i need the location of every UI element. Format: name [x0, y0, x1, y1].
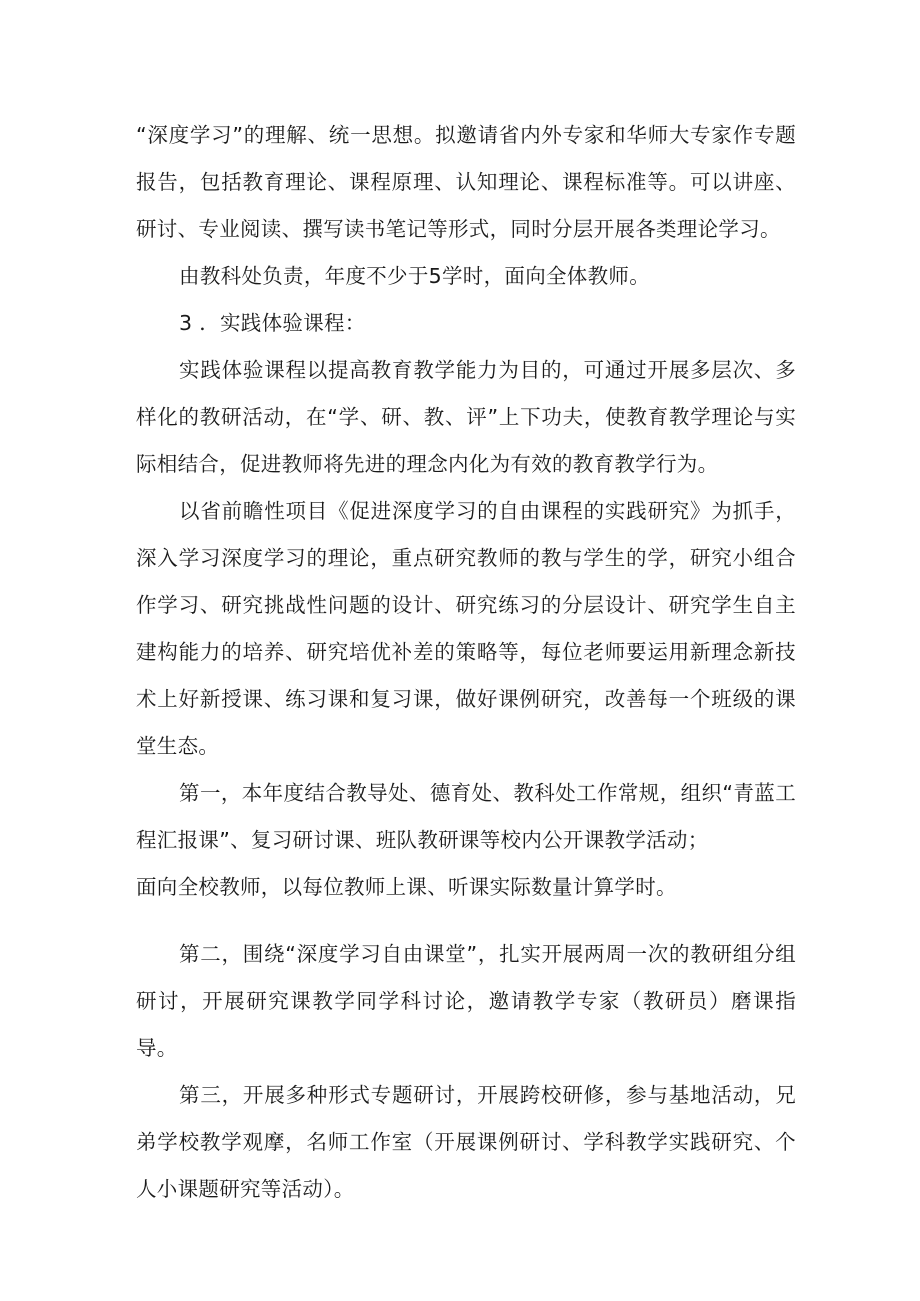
paragraph-theory-learning: “深度学习”的理解、统一思想。拟邀请省内外专家和华师大专家作专题报告，包括教育理论、课程原理、认知理论、课程标准等。可以讲座、研讨、专业阅读、撰写读书笔记等形式，同时分层开展各类理论学习。 [136, 123, 796, 241]
paragraph-first-item: 第一，本年度结合教导处、德育处、教科处工作常规，组织“青蓝工程汇报课”、复习研讨课、班队教研课等校内公开课教学活动； [136, 781, 796, 852]
section-heading-practice-course: 3 ．实践体验课程： [179, 311, 366, 335]
paragraph-second-item: 第二，围绕“深度学习自由课堂”，扎实开展两周一次的教研组分组研讨，开展研究课教学同学科讨论，邀请教学专家（教研员）磨课指导。 [136, 942, 796, 1060]
paragraph-credit-calculation: 面向全校教师，以每位教师上课、听课实际数量计算学时。 [136, 875, 677, 899]
paragraph-third-item: 第三，开展多种形式专题研讨，开展跨校研修，参与基地活动，兄弟学校教学观摩，名师工作室（开展课例研讨、学科教学实践研究、个人小课题研究等活动）。 [136, 1083, 796, 1201]
paragraph-practice-course-intro: 实践体验课程以提高教育教学能力为目的，可通过开展多层次、多样化的教研活动，在“学、研、教、评”上下功夫，使教育教学理论与实际相结合，促进教师将先进的理念内化为有效的教育教学行为。 [136, 358, 796, 476]
paragraph-provincial-project: 以省前瞻性项目《促进深度学习的自由课程的实践研究》为抓手，深入学习深度学习的理论，重点研究教师的教与学生的学，研究小组合作学习、研究挑战性问题的设计、研究练习的分层设计、研究学生自主建构能力的培养、研究培优补差的策略等，每位老师要运用新理念新技术上好新授课、练习课和复习课，做好课例研究，改善每一个班级的课堂生态。 [136, 499, 796, 758]
paragraph-responsibility: 由教科处负责，年度不少于5学时，面向全体教师。 [179, 264, 650, 288]
document-body [136, 112, 796, 1213]
